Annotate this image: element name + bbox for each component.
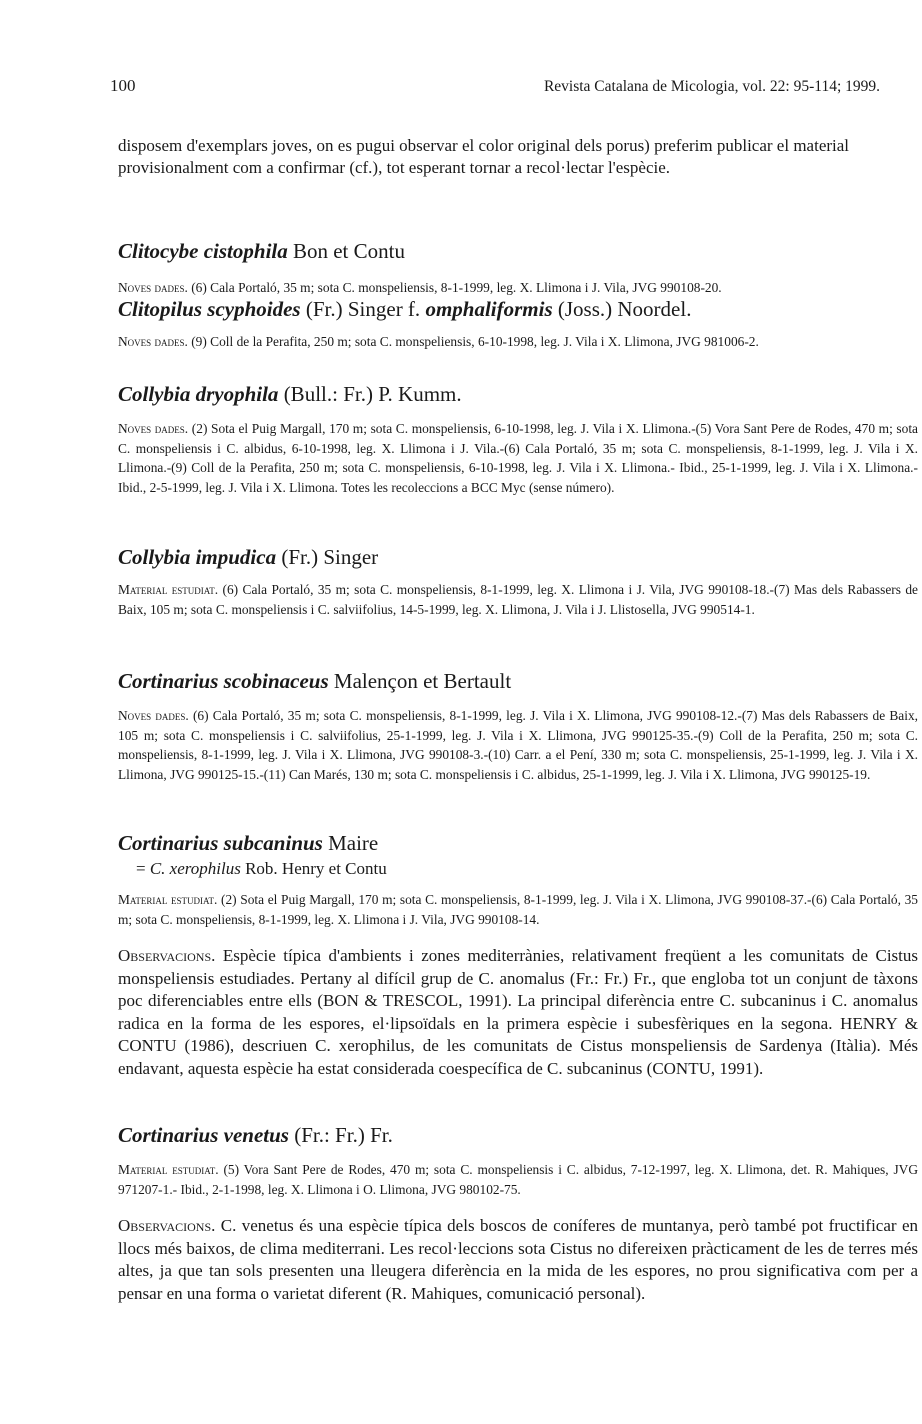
- species-entry: [118, 296, 918, 352]
- synonym-line: = C. xerophilus Rob. Henry et Contu: [136, 859, 387, 878]
- species-entry: [118, 830, 918, 1080]
- observations-paragraph: Observacions. C. venetus és una espècie típica dels boscos de coníferes de muntanya, però també pot fructificar en llocs més baixos, de clima mediterrani. Les recol·leccions sota Cistus no difereixen pràcticament de les de terres més altes, ja que tan sols presenten una lleugera diferència en la mida de les espores, no prou significativa com per a pensar en una forma o varietat diferent (R. Mahiques, comunicació personal).: [118, 1216, 918, 1303]
- intro-block: [118, 135, 918, 179]
- species-title: Collybia dryophila (Bull.: Fr.) P. Kumm.: [118, 382, 462, 406]
- species-title: Cortinarius scobinaceus Malençon et Bertault: [118, 669, 512, 693]
- record-paragraph: Noves dades. (9) Coll de la Perafita, 250 m; sota C. monspeliensis, 6-10-1998, leg. J. Vila i X. Llimona, JVG 981006-2.: [118, 334, 759, 349]
- species-title: Clitocybe cistophila Bon et Contu: [118, 239, 405, 263]
- record-paragraph: Material estudiat. (6) Cala Portaló, 35 m; sota C. monspeliensis, 8-1-1999, leg. X. Llimona i J. Vila, JVG 990108-18.-(7) Mas dels Rabassers de Baix, 105 m; sota C. monspeliensis i C. salviifolius, 14-5-1999, leg. X. Llimona, J. Vila i J. Llistosella, JVG 990514-1.: [118, 582, 918, 617]
- species-entry: [118, 544, 918, 619]
- species-entry: [118, 1122, 918, 1305]
- species-title: Cortinarius subcaninus Maire: [118, 831, 379, 855]
- record-paragraph: Material estudiat. (2) Sota el Puig Margall, 170 m; sota C. monspeliensis, 8-1-1999, leg. J. Vila i X. Llimona, JVG 990108-37.-(6) Cala Portaló, 35 m; sota C. monspeliensis, 8-1-1999, leg. X. Llimona i J. Vila, JVG 990108-14.: [118, 892, 919, 927]
- record-paragraph: Noves dades. (6) Cala Portaló, 35 m; sota C. monspeliensis, 8-1-1999, leg. J. Vila i X. Llimona, JVG 990108-12.-(7) Mas dels Rabassers de Baix, 105 m; sota C. monspeliensis i C. salviifolius, 25-1-1999, leg. J. Vila i X. Llimona, JVG 990125-35.-(9) Coll de la Perafita, 250 m; sota C. monspeliensis, 8-1-1999, leg. J. Vila i X. Llimona, JVG 990108-3.-(10) Carr. a el Pení, 330 m; sota C. monspeliensis, 25-1-1999, leg. J. Vila i X. Llimona, JVG 990125-15.-(11) Can Marés, 130 m; sota C. monspeliensis i C. albidus, 25-1-1999, leg. J. Vila i X. Llimona, JVG 990125-19.: [118, 708, 918, 782]
- intro-paragraph: disposem d'exemplars joves, on es pugui observar el color original dels porus) preferim publicar el material provisionalment com a confirmar (cf.), tot esperant tornar a recol·lectar l'espècie.: [118, 136, 850, 177]
- species-title: Cortinarius venetus (Fr.: Fr.) Fr.: [118, 1123, 393, 1147]
- species-title: Clitopilus scyphoides (Fr.) Singer f. omphaliformis (Joss.) Noordel.: [118, 297, 692, 321]
- record-paragraph: Noves dades. (2) Sota el Puig Margall, 170 m; sota C. monspeliensis, 6-10-1998, leg. J. Vila i X. Llimona.-(5) Vora Sant Pere de Rodes, 470 m; sota C. monspeliensis i C. albidus, 6-10-1998, leg. X. Llimona i J. Vila.-(6) Cala Portaló, 35 m; sota C. monspeliensis, 8-1-1999, leg. J. Vila i X. Llimona.-(9) Coll de la Perafita, 250 m; sota C. monspeliensis, 6-10-1998, leg. J. Vila i X. Llimona.- Ibid., 25-1-1999, leg. J. Vila i X. Llimona.- Ibid., 2-5-1999, leg. J. Vila i X. Llimona. Totes les recoleccions a BCC Myc (sense número).: [118, 421, 918, 495]
- page-number: 100: [110, 76, 136, 95]
- species-title: Collybia impudica (Fr.) Singer: [118, 545, 379, 569]
- record-paragraph: Noves dades. (6) Cala Portaló, 35 m; sota C. monspeliensis, 8-1-1999, leg. X. Llimona i J. Vila, JVG 990108-20.: [118, 280, 722, 295]
- species-entry: [118, 238, 918, 298]
- species-entry: [118, 668, 918, 784]
- running-header: [110, 76, 880, 96]
- record-paragraph: Material estudiat. (5) Vora Sant Pere de Rodes, 470 m; sota C. monspeliensis i C. albidus, 7-12-1997, leg. X. Llimona, det. R. Mahiques, JVG 971207-1.- Ibid., 2-1-1998, leg. X. Llimona i O. Llimona, JVG 980102-75.: [118, 1162, 918, 1197]
- species-entry: [118, 381, 918, 497]
- observations-paragraph: Observacions. Espècie típica d'ambients i zones mediterrànies, relativament freqüent a les comunitats de Cistus monspeliensis estudiades. Pertany al difícil grup de C. anomalus (Fr.: Fr.) Fr., que engloba tot un conjunt de tàxons poc diferenciables entre ells (BON & TRESCOL, 1991). La principal diferència entre C. subcaninus i C. anomalus radica en la forma de les espores, el·lipsoïdals en la primera espècie i subesfèriques en la segona. HENRY & CONTU (1986), descriuen C. xerophilus, de les comunitats de Cistus monspeliensis de Sardenya (Itàlia). Més endavant, aquesta espècie ha estat considerada coespecífica de C. subcaninus (CONTU, 1991).: [118, 946, 918, 1078]
- journal-citation: Revista Catalana de Micologia, vol. 22: 95-114; 1999.: [543, 78, 880, 95]
